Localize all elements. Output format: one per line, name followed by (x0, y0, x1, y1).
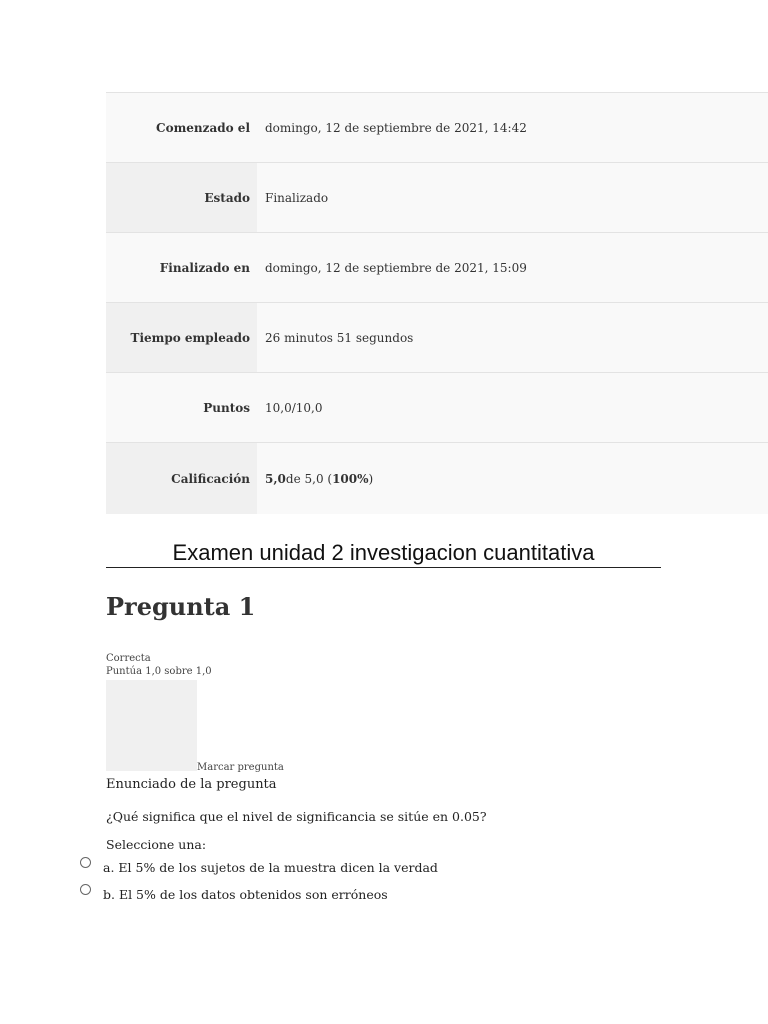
summary-row-started (106, 93, 768, 163)
question-text: ¿Qué significa que el nivel de significancia se sitúe en 0.05? (106, 809, 487, 824)
summary-row-points (106, 373, 768, 443)
radio-button[interactable] (80, 857, 91, 868)
answer-option-a[interactable] (80, 860, 438, 875)
summary-value: 10,0/10,0 (257, 373, 768, 442)
summary-value: 26 minutos 51 segundos (257, 303, 768, 372)
summary-label: Puntos (106, 373, 257, 442)
summary-label: Calificación (106, 443, 257, 514)
summary-row-finished (106, 233, 768, 303)
grade-value: 5,0 (265, 471, 286, 486)
question-text-label: Enunciado de la pregunta (106, 777, 277, 792)
summary-row-grade (106, 443, 768, 514)
summary-value: domingo, 12 de septiembre de 2021, 14:42 (257, 93, 768, 162)
answer-option-b[interactable] (80, 887, 388, 902)
summary-value-grade (257, 443, 768, 514)
quiz-title: Examen unidad 2 investigacion cuantitativa (106, 538, 661, 568)
question-state: Correcta (106, 653, 151, 664)
flag-question-image[interactable] (106, 680, 197, 771)
grade-of: de 5,0 ( (285, 471, 333, 486)
attempt-summary-table (106, 92, 768, 514)
answer-prompt: Seleccione una: (106, 837, 207, 852)
question-score: Puntúa 1,0 sobre 1,0 (106, 666, 212, 677)
question-info (106, 652, 212, 678)
question-heading: Pregunta 1 (106, 592, 256, 621)
grade-percent: 100% (332, 471, 369, 486)
summary-value: Finalizado (257, 163, 768, 232)
grade-close: ) (368, 471, 374, 486)
flag-question-link[interactable]: Marcar pregunta (197, 762, 284, 773)
summary-label: Comenzado el (106, 93, 257, 162)
answer-option-label: a. El 5% de los sujetos de la muestra dicen la verdad (103, 860, 438, 875)
summary-row-time-taken (106, 303, 768, 373)
summary-row-state (106, 163, 768, 233)
answer-option-label: b. El 5% de los datos obtenidos son erróneos (103, 887, 388, 902)
summary-label: Estado (106, 163, 257, 232)
summary-value: domingo, 12 de septiembre de 2021, 15:09 (257, 233, 768, 302)
summary-label: Tiempo empleado (106, 303, 257, 372)
radio-button[interactable] (80, 884, 91, 895)
summary-label: Finalizado en (106, 233, 257, 302)
